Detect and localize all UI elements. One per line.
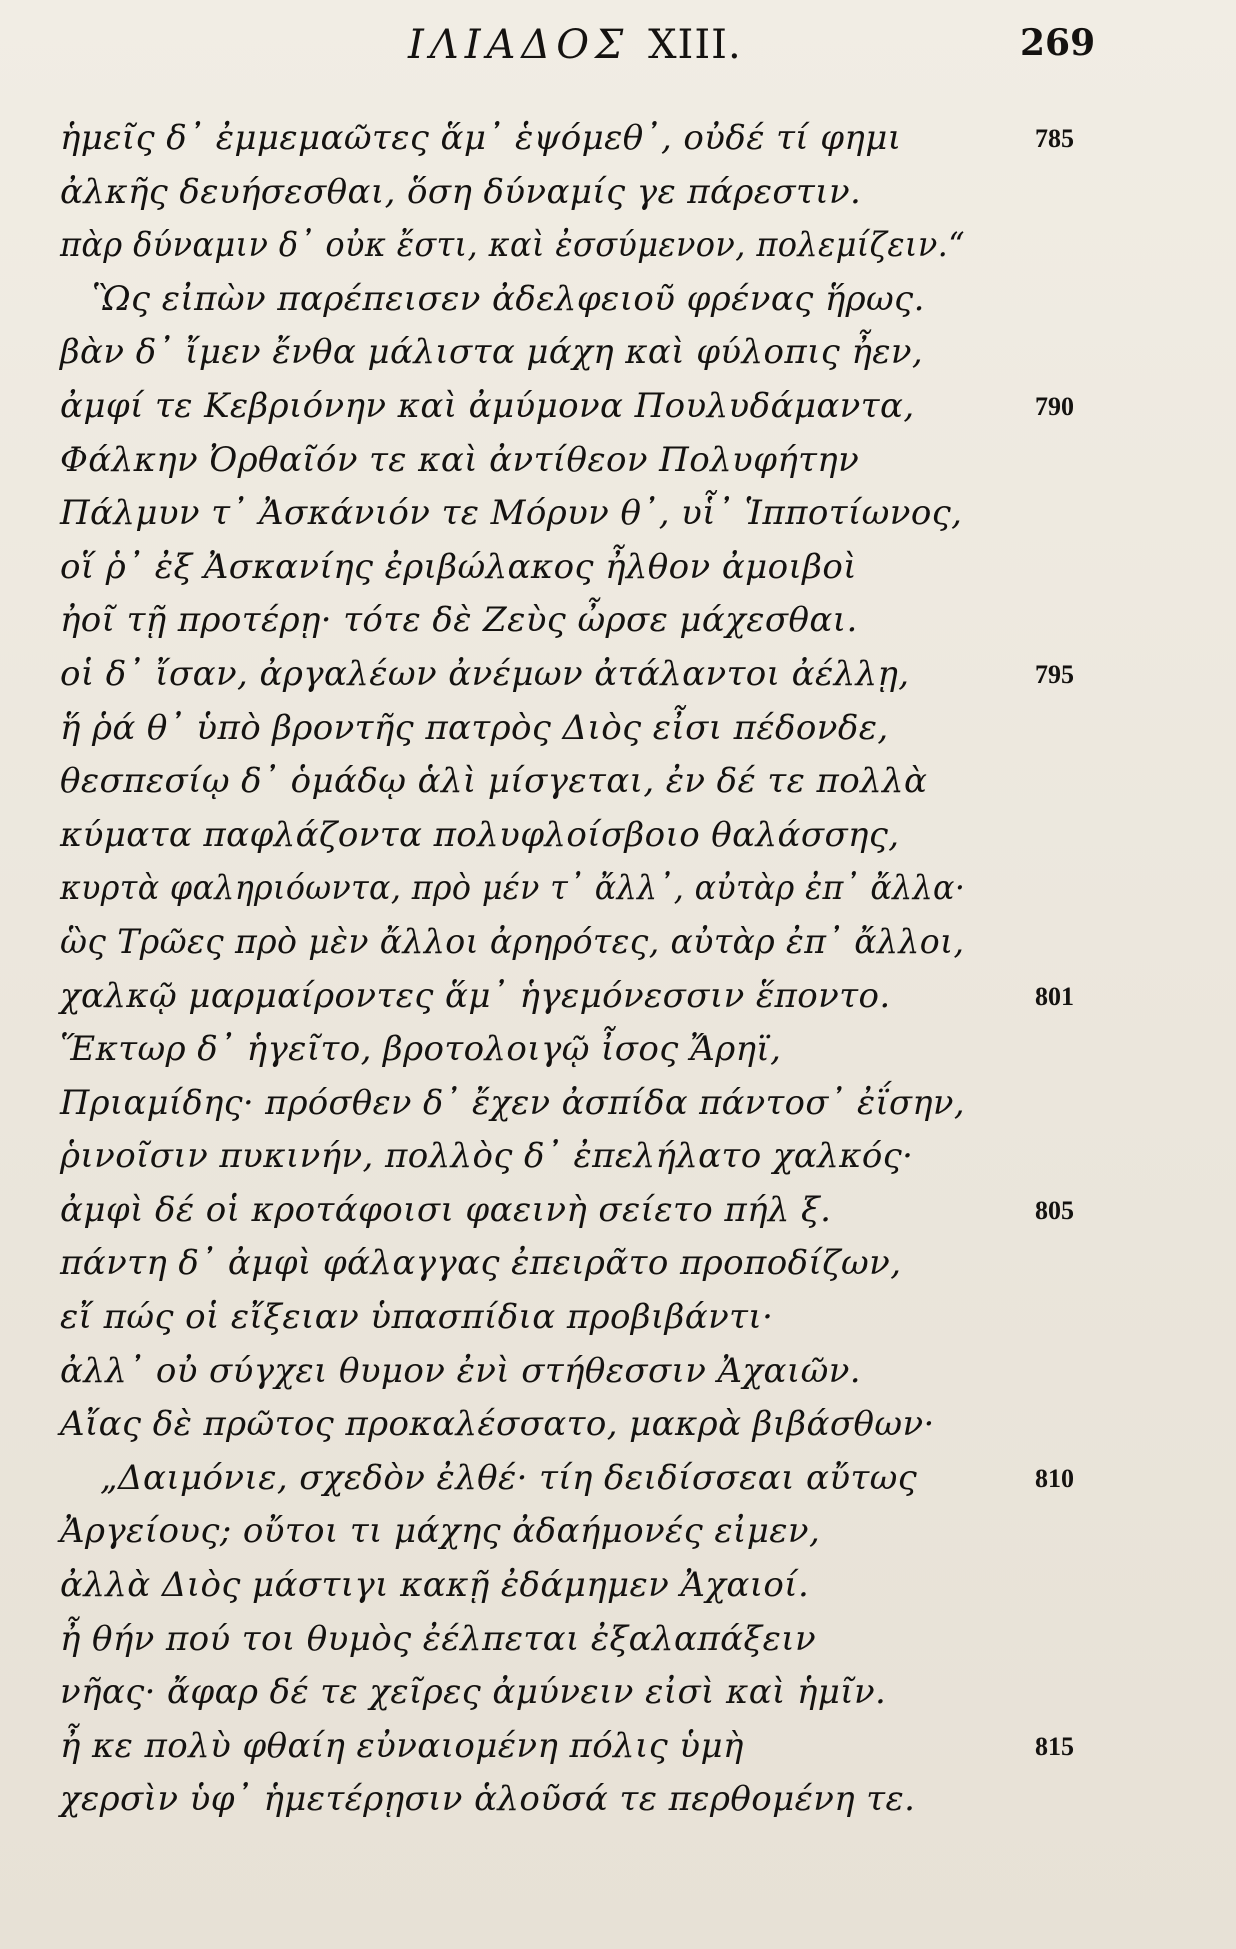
book-number: XIII. [648, 22, 742, 68]
verse-text: ἠοῖ τῇ προτέρῃ· τότε δὲ Ζεὺς ὦρσε μάχεσθαι. [60, 600, 858, 641]
verse-line [60, 380, 1210, 434]
verse-line [60, 1559, 1210, 1613]
verse-line [60, 1077, 1210, 1131]
page-header [0, 18, 1236, 78]
verse-text: πὰρ δύναμιν δ᾽ οὐκ ἔστι, καὶ ἐσσύμενον, πολεμίζειν.“ [60, 225, 965, 266]
verse-line [60, 916, 1210, 970]
verse-line [60, 541, 1210, 595]
line-number: 801 [1035, 981, 1074, 1011]
verse-text: ἀλλ᾽ οὐ σύγχει θυμον ἐνὶ στήθεσσιν Ἀχαιῶν. [60, 1350, 862, 1391]
verse-line [60, 1398, 1210, 1452]
verse-text: ἀμφί τε Κεβριόνην καὶ ἀμύμονα Πουλυδάμαντα, [60, 385, 915, 426]
verse-line [60, 702, 1210, 756]
verse-line [60, 1237, 1210, 1291]
verse-line [60, 1291, 1210, 1345]
verse-line [60, 1452, 1210, 1506]
verse-line [60, 1184, 1210, 1238]
verse-line [60, 1773, 1210, 1827]
verse-text: Ἀργείους; οὔτοι τι μάχης ἀδαήμονές εἰμεν, [60, 1511, 821, 1552]
verse-line [60, 273, 1210, 327]
verse-text: χαλκῷ μαρμαίροντες ἅμ᾽ ἡγεμόνεσσιν ἕποντο. [60, 975, 891, 1016]
verse-text: ὣς Τρῶες πρὸ μὲν ἄλλοι ἀρηρότες, αὐτὰρ ἐπ᾽ ἄλλοι, [60, 921, 965, 962]
verse-line [60, 862, 1210, 916]
verse-line [60, 1345, 1210, 1399]
verse-text: ἥ ῥά θ᾽ ὑπὸ βροντῆς πατρὸς Διὸς εἶσι πέδονδε, [60, 707, 889, 748]
verse-text: Ὣς εἰπὼν παρέπεισεν ἀδελφειοῦ φρένας ἥρως. [92, 278, 925, 319]
line-number: 785 [1035, 124, 1074, 153]
verse-text: βὰν δ᾽ ἴμεν ἔνθα μάλιστα μάχη καὶ φύλοπις ἦεν, [60, 332, 924, 373]
verse-line [60, 1023, 1210, 1077]
verse-line [60, 1613, 1210, 1667]
verse-line [60, 326, 1210, 380]
verse-text: πάντη δ᾽ ἀμφὶ φάλαγγας ἐπειρᾶτο προποδίζων, [60, 1243, 902, 1284]
verse-text: Ἕκτωρ δ᾽ ἡγεῖτο, βροτολοιγῷ ἶσος Ἄρηϊ, [60, 1029, 782, 1070]
verse-text: χερσὶν ὑφ᾽ ἡμετέρῃσιν ἁλοῦσά τε περθομένη τε. [60, 1779, 916, 1820]
verse-text: Πάλμυν τ᾽ Ἀσκάνιόν τε Μόρυν θ᾽, υἷ᾽ Ἱπποτίωνος, [60, 493, 963, 534]
verse-text: ἀλκῆς δευήσεσθαι, ὅση δύναμίς γε πάρεστιν. [60, 171, 862, 212]
verse-text: οἱ δ᾽ ἴσαν, ἀργαλέων ἀνέμων ἀτάλαντοι ἀέλλῃ, [60, 653, 910, 694]
verse-text: ἦ θήν πού τοι θυμὸς ἐέλπεται ἐξαλαπάξειν [60, 1618, 817, 1659]
verse-text: ἡμεῖς δ᾽ ἐμμεμαῶτες ἅμ᾽ ἑψόμεθ᾽, οὐδέ τί φημι [60, 118, 902, 158]
verse-line [60, 487, 1210, 541]
verse-line [60, 648, 1210, 702]
verse-block [60, 112, 1210, 1827]
verse-line [60, 594, 1210, 648]
verse-text: εἴ πώς οἱ εἴξειαν ὑπασπίδια προβιβάντι· [60, 1297, 774, 1338]
line-number: 805 [1035, 1195, 1074, 1225]
verse-line [60, 112, 1210, 166]
verse-line [60, 970, 1210, 1024]
verse-line [60, 219, 1210, 273]
verse-line [60, 1130, 1210, 1184]
verse-line [60, 755, 1210, 809]
verse-line [60, 166, 1210, 220]
line-number: 810 [1035, 1463, 1074, 1493]
verse-text: νῆας· ἄφαρ δέ τε χεῖρες ἀμύνειν εἰσὶ καὶ ἡμῖν. [60, 1672, 887, 1713]
line-number: 795 [1035, 659, 1074, 689]
verse-text: θεσπεσίῳ δ᾽ ὁμάδῳ ἁλὶ μίσγεται, ἐν δέ τε πολλὰ [60, 761, 928, 802]
verse-text: ἀλλὰ Διὸς μάστιγι κακῇ ἐδάμημεν Ἀχαιοί. [60, 1565, 810, 1606]
verse-line [60, 809, 1210, 863]
line-number: 815 [1035, 1731, 1074, 1761]
verse-line [60, 434, 1210, 488]
verse-text: Αἴας δὲ πρῶτος προκαλέσσατο, μακρὰ βιβάσθων· [60, 1404, 935, 1445]
verse-text: Φάλκην Ὀρθαῖόν τε καὶ ἀντίθεον Πολυφήτην [60, 439, 860, 480]
verse-text: κυρτὰ φαληριόωντα, πρὸ μέν τ᾽ ἄλλ᾽, αὐτὰρ ἐπ᾽ ἄλλα· [60, 868, 966, 909]
line-number: 790 [1035, 391, 1074, 421]
verse-text: οἵ ῥ᾽ ἐξ Ἀσκανίης ἐριβώλακος ἦλθον ἀμοιβοὶ [60, 546, 857, 587]
verse-text: ἀμφὶ δέ οἱ κροτάφοισι φαεινὴ σείετο πήλ ξ. [60, 1189, 832, 1230]
page-number: 269 [1020, 22, 1096, 64]
verse-text: Πριαμίδης· πρόσθεν δ᾽ ἔχεν ἀσπίδα πάντοσ᾽ ἐΐσην, [60, 1082, 965, 1123]
verse-text: ἦ κε πολὺ φθαίη εὐναιομένη πόλις ὑμὴ [60, 1725, 744, 1766]
verse-line [60, 1505, 1210, 1559]
running-title-text: ΙΛΙΑΔΟΣ [408, 22, 630, 68]
verse-line [60, 1720, 1210, 1774]
verse-text: „Δαιμόνιε, σχεδὸν ἐλθέ· τίη δειδίσσεαι αὔτως [100, 1457, 918, 1498]
running-title [408, 22, 742, 68]
verse-line [60, 1666, 1210, 1720]
verse-text: κύματα παφλάζοντα πολυφλοίσβοιο θαλάσσης, [60, 814, 900, 855]
verse-text: ῥινοῖσιν πυκινήν, πολλὸς δ᾽ ἐπελήλατο χαλκός· [60, 1136, 914, 1177]
